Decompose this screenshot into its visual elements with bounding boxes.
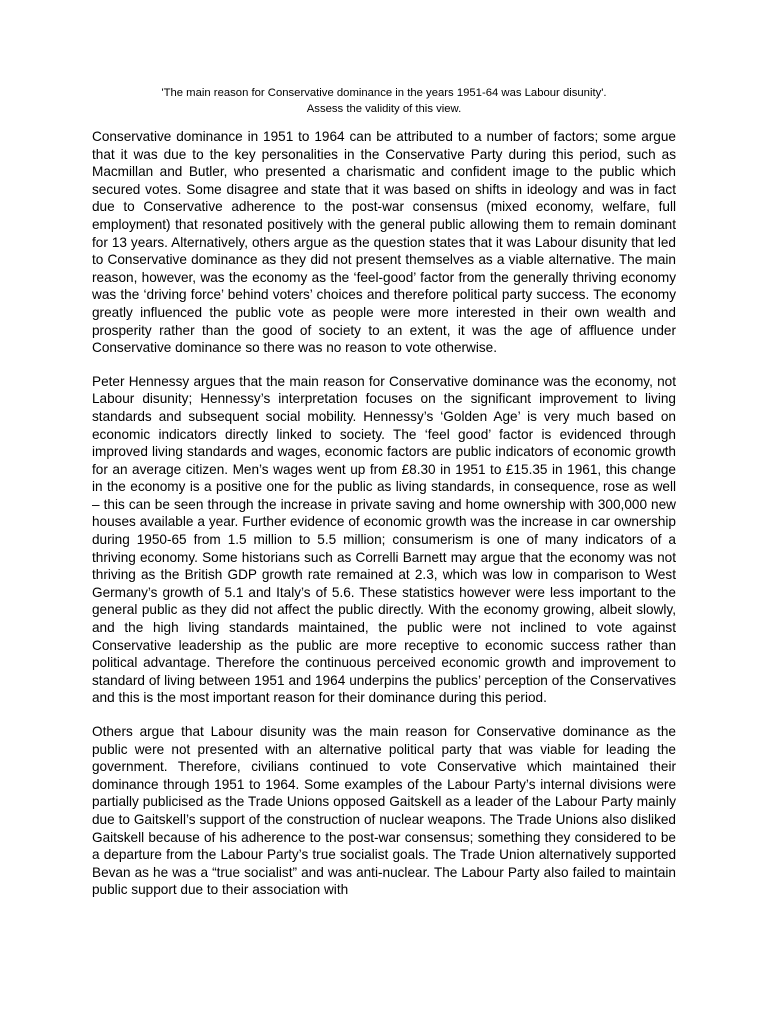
paragraph-economy: Peter Hennessy argues that the main reason for Conservative dominance was the economy, not Labour disunity; Hennessy’s interpretation focuses on the significant improvement to living standards and subsequent social mobility. Hennessy’s ‘Golden Age’ is very much based on economic indicators directly linked to society. The ‘feel good’ factor is evidenced through improved living standards and wages, economic factors are public indicators of economic growth for an average citizen. Men’s wages went up from £8.30 in 1951 to £15.35 in 1961, this change in the economy is a positive one for the public as living standards, in consequence, rose as well – this can be seen through the increase in private saving and home ownership with 300,000 new houses available a year. Further evidence of economic growth was the increase in car ownership during 1950-65 from 1.5 million to 5.5 million; consumerism is one of many indicators of a thriving economy. Some historians such as Correlli Barnett may argue that the economy was not thriving as the British GDP growth rate remained at 2.3, which was low in comparison to West Germany’s growth of 5.1 and Italy’s of 5.6. These statistics however were less important to the general public as they did not affect the public directly. With the economy growing, albeit slowly, and the high living standards maintained, the public were not inclined to vote against Conservative leadership as the public are more receptive to economic success rather than political advantage. Therefore the continuous perceived economic growth and improvement to standard of living between 1951 and 1964 underpins the publics’ perception of the Conservatives and this is the most important reason for their dominance during this period. bbox=[92, 373, 676, 706]
paragraph-introduction: Conservative dominance in 1951 to 1964 can be attributed to a number of factors; some argue that it was due to the key personalities in the Conservative Party during this period, such as Macmillan and Butler, who presented a charismatic and confident image to the public which secured votes. Some disagree and state that it was based on shifts in ideology and was in fact due to Conservative adherence to the post-war consensus (mixed economy, welfare, full employment) that resonated positively with the general public allowing them to remain dominant for 13 years. Alternatively, others argue as the question states that it was Labour disunity that led to Conservative dominance as they did not present themselves as a viable alternative. The main reason, however, was the economy as the ‘feel-good’ factor from the generally thriving economy was the ‘driving force’ behind voters’ choices and therefore political party success. The economy greatly influenced the public vote as people were more interested in their own wealth and prosperity rather than the good of society to an extent, it was the age of affluence under Conservative dominance so there was no reason to vote otherwise. bbox=[92, 129, 676, 356]
essay-instruction: Assess the validity of this view. bbox=[306, 103, 462, 115]
essay-question: 'The main reason for Conservative dominance in the years 1951-64 was Labour disunity'. bbox=[161, 87, 607, 99]
essay-page bbox=[92, 85, 676, 915]
paragraph-labour-disunity: Others argue that Labour disunity was the main reason for Conservative dominance as the public were not presented with an alternative political party that was viable for leading the government. Therefore, civilians continued to vote Conservative which maintained their dominance through 1951 to 1964. Some examples of the Labour Party’s internal divisions were partially publicised as the Trade Unions opposed Gaitskell as a leader of the Labour Party mainly due to Gaitskell’s support of the construction of nuclear weapons. The Trade Unions also disliked Gaitskell because of his adherence to the post-war consensus; something they considered to be a departure from the Labour Party’s true socialist goals. The Trade Union alternatively supported Bevan as he was a “true socialist” and was anti-nuclear. The Labour Party also failed to maintain public support due to their association with bbox=[92, 724, 676, 898]
essay-title bbox=[92, 85, 676, 117]
